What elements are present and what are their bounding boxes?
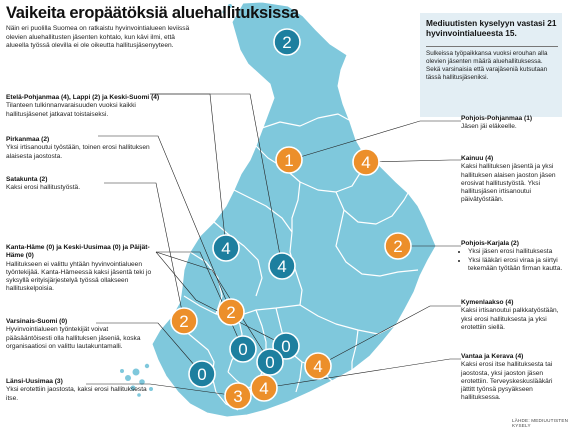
label-body: Hyvinvointialueen työntekijät voivat pääsääntöisesti olla hallituksen jäseniä, koska organisaatiosi on valittu lautakuntamalli. (6, 326, 141, 350)
info-box-heading: Mediuutisten kyselyyn vastasi 21 hyvinvointialueesta 15. (426, 18, 557, 39)
badge-pohjois-karjala (385, 233, 411, 259)
label-heading: Etelä-Pohjanmaa (4), Lappi (2) ja Keski-Suomi (4) (6, 94, 160, 101)
label-varsinais-suomi (6, 318, 154, 351)
badge-value: 2 (226, 303, 236, 322)
label-heading: Kymenlaakso (4) (461, 299, 514, 306)
info-box-body: Sulkeissa työpaikkansa vuoksi erouhan alla olevien jäsenten määrä aluehallituksessa. Sekä varsinaisia että varajäseniä kutsutaan tässä hallitusjäseniksi. (426, 46, 558, 82)
badge-kanta-hame (230, 336, 256, 362)
label-heading: Länsi-Uusimaa (3) (6, 378, 63, 385)
label-satakunta (6, 176, 156, 193)
badge-value: 2 (393, 237, 403, 256)
label-lansi-uusimaa (6, 378, 154, 403)
badge-keski-uusimaa (257, 349, 283, 375)
label-kainuu (461, 155, 565, 205)
badge-pohjois-pohjanmaa (276, 147, 302, 173)
badge-value: 2 (282, 33, 292, 52)
intro-text: Näin eri puolilla Suomea on ratkaistu hyvinvointialueen leviissä olevien aluehallitusten jäsenten kohtalo, kun kävi ilmi, että alueella työssä olevilla ei ole oikeutta hallitusjäsenyyteen. (6, 25, 190, 50)
label-pohjois-pohjanmaa (461, 115, 565, 132)
badge-value: 4 (361, 153, 371, 172)
badge-pirkanmaa (218, 299, 244, 325)
label-kanta-hame (6, 244, 154, 294)
label-body: Yksi irtisanoutui työstään, toinen erosi hallituksen alaisesta jaostosta. (6, 144, 150, 160)
badge-value: 0 (238, 340, 248, 359)
label-heading: Pohjois-Pohjanmaa (1) (461, 115, 533, 122)
label-vantaa-kerava (461, 353, 565, 403)
label-list (461, 248, 565, 273)
label-heading: Satakunta (2) (6, 176, 48, 183)
badge-etela-pohjanmaa (213, 235, 239, 261)
label-body: Kaksi erosi itse hallituksesta tai jaostosta, yksi jaoston jäsen erotettiin. Terveyskeskuslääkäri jättitt työnsä pysyäkseen hallituksessa. (461, 361, 553, 402)
label-heading: Vantaa ja Kerava (4) (461, 353, 524, 360)
badge-varsinais-suomi (189, 361, 215, 387)
badge-value: 2 (179, 312, 189, 331)
label-body: Yksi erotettiin jaostosta, kaksi erosi hallituksesta itse. (6, 386, 147, 402)
list-item: • Yksi lääkäri erosi viraa ja siirtyi tekemään työtään firman kautta. (468, 257, 565, 274)
page-title: Vaikeita eropäätöksiä aluehallituksissa (6, 4, 299, 22)
label-kymenlaakso (461, 299, 565, 332)
badge-value: 4 (221, 239, 231, 258)
badge-vantaa-kerava (251, 375, 277, 401)
label-heading: Kanta-Häme (0) ja Keski-Uusimaa (0) ja Päijät-Häme (0) (6, 244, 150, 260)
label-heading: Varsinais-Suomi (0) (6, 318, 68, 325)
badge-lappi (274, 29, 300, 55)
badge-keski-suomi (269, 253, 295, 279)
badge-value: 4 (277, 257, 287, 276)
badge-value: 4 (313, 357, 323, 376)
label-pohjois-karjala (461, 240, 565, 273)
badge-value: 0 (265, 353, 275, 372)
label-body: Kaksi hallituksen jäsentä ja yksi hallituksen alaisen jaoston jäsen erosivat hallitustyöstä. Yksi hallitusjäsen irtisanoutui päivätyöstään. (461, 163, 556, 204)
label-body: Jäsen jäi eläkeelle. (461, 123, 517, 131)
badge-kainuu (353, 149, 379, 175)
label-heading: Kainuu (4) (461, 155, 494, 162)
badge-value: 3 (233, 387, 243, 406)
badge-value: 0 (281, 337, 291, 356)
badge-kymenlaakso (305, 353, 331, 379)
badge-value: 0 (197, 365, 207, 384)
label-etela-pohjanmaa (6, 94, 166, 119)
badge-satakunta (171, 308, 197, 334)
badge-value: 1 (284, 151, 294, 170)
label-heading: Pirkanmaa (2) (6, 136, 50, 143)
label-body: Kaksi irtisanoutui palkkatyöstään, yksi erosi hallituksesta ja yksi erotettiin siellä. (461, 307, 559, 331)
info-box (420, 13, 562, 117)
label-body: Tilanteen tulkinnanvaraisuuden vuoksi kaikki hallitusjäsenet jatkavat toistaiseksi. (6, 102, 136, 118)
label-body: Kaksi erosi hallitustyöstä. (6, 184, 81, 192)
badge-value: 4 (259, 379, 269, 398)
list-item: • Yksi jäsen erosi hallituksesta (468, 248, 565, 256)
source-credit: LÄHDE: MEDIUUTISTEN KYSELY (512, 418, 569, 428)
label-pirkanmaa (6, 136, 156, 161)
badge-lansi-uusimaa (225, 383, 251, 409)
label-heading: Pohjois-Karjala (2) (461, 240, 519, 247)
label-body: Hallitukseen ei valittu yhtään hyvinvointialueen työntekijää. Kanta-Hämeessä kaksi jäsentä teki jo syksyllä erityisjärjestelyä työssä ollakseen hallituskelpoisia. (6, 260, 152, 293)
